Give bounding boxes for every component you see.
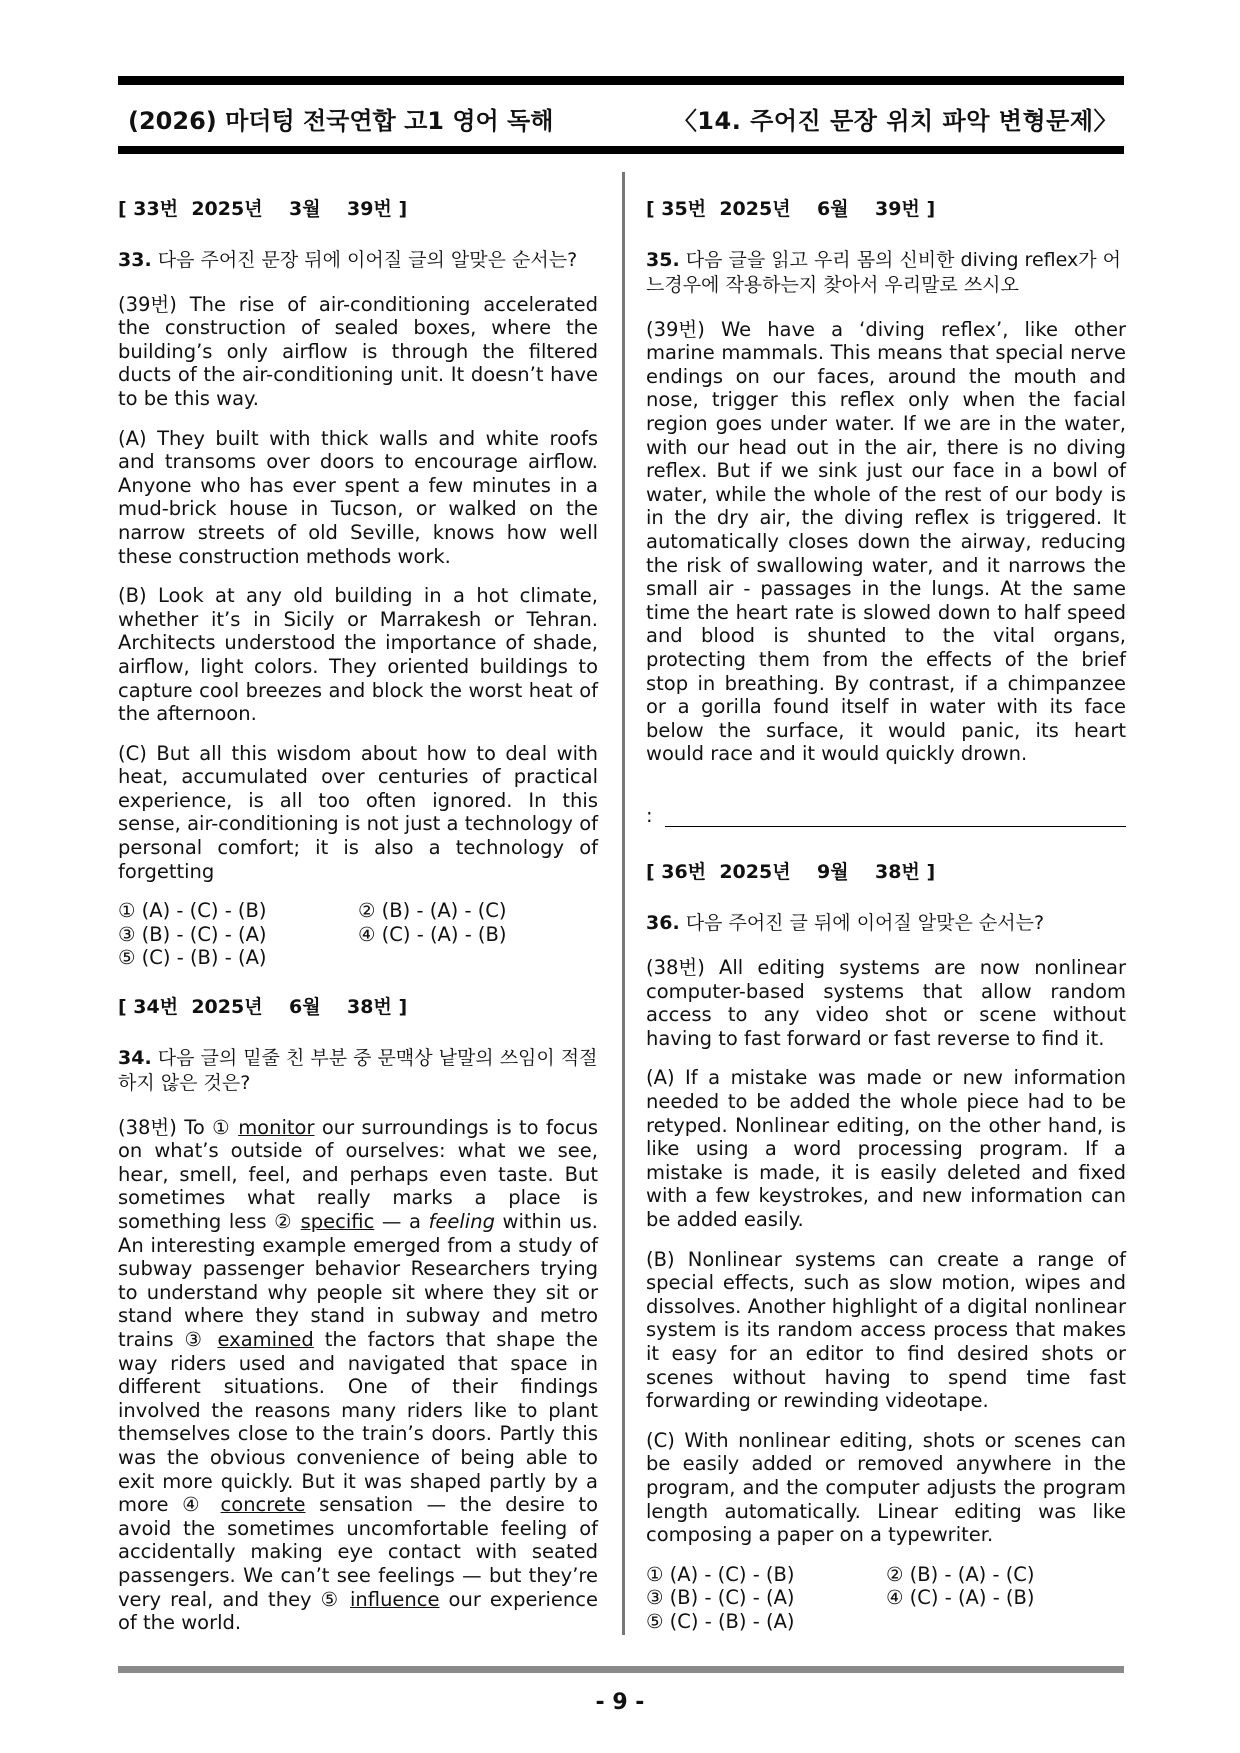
q34-prompt — [118, 1046, 598, 1096]
q36-option-4[interactable]: ④ (C) - (A) - (B) — [886, 1586, 1035, 1610]
question-36 — [646, 861, 1126, 1633]
q36-paragraph-a: (A) If a mistake was made or new information needed to be added the whole piece had to be retyped. Nonlinear editing, on the other hand, is like using a word processing program. If a mistake is made, it is easily deleted and fixed with a few keystrokes, and new information can be added easily. — [646, 1066, 1126, 1231]
q33-prompt — [118, 248, 598, 273]
question-35 — [646, 198, 1126, 827]
q33-paragraph-b: (B) Look at any old building in a hot climate, whether it’s in Sicily or Marrakesh or Tehran. Architects understood the importance of shade, airflow, light colors. They oriented buildings to capture cool breezes and block the worst heat of the afternoon. — [118, 584, 598, 726]
q36-option-2[interactable]: ② (B) - (A) - (C) — [886, 1562, 1035, 1586]
q34-number: 34. — [118, 1046, 152, 1069]
q36-option-1[interactable]: ① (A) - (C) - (B) — [646, 1562, 795, 1586]
q34-text-7: our experience of the world. — [118, 1587, 598, 1635]
q35-question-text: 다음 글을 읽고 우리 몸의 신비한 diving reflex가 어느경우에 작용하는지 찾아서 우리말로 쓰시오 — [646, 248, 1121, 296]
q33-source: [ 33번 2025년 3월 39번 ] — [118, 198, 408, 220]
q33-intro: (39번) The rise of air-conditioning accelerated the construction of sealed boxes, where the building’s only airflow is through the filtered ducts of the air-conditioning unit. It doesn’t have to be this way. — [118, 292, 598, 410]
q34-italic-feeling: feeling — [428, 1210, 495, 1233]
q35-answer-field[interactable] — [646, 804, 1126, 828]
header-title-right: 〈14. 주어진 문장 위치 파악 변형문제〉 — [672, 106, 1118, 135]
right-column — [646, 198, 1126, 1660]
q34-source: [ 34번 2025년 6월 38번 ] — [118, 996, 408, 1019]
q34-text-5: the factors that shape the way riders used and navigated that space in different situations. One of their findings involved the reasons many riders like to plant themselves close to the train’s doors. Partly this was the obvious convenience of being able to exit more quickly. But it was shaped partly by a more ④ — [118, 1327, 598, 1517]
q33-number: 33. — [118, 248, 152, 271]
q34-text-6: sensation — the desire to avoid the sometimes uncomfortable feeling of accidentally making eye contact with seated passengers. We can’t see feelings — but they’re very real, and they ⑤ — [118, 1493, 599, 1611]
q35-prompt — [646, 248, 1126, 298]
footer-rule — [118, 1666, 1124, 1673]
q36-paragraph-c: (C) With nonlinear editing, shots or scenes can be easily added or removed anywhere in the program, and the computer adjusts the program length automatically. Linear editing was like composing a paper on a typewriter. — [646, 1428, 1126, 1547]
q35-answer-colon: : — [646, 803, 653, 827]
q34-question-text: 다음 글의 밑줄 친 부분 중 문맥상 낱말의 쓰임이 적절하지 않은 것은? — [118, 1046, 598, 1094]
q34-text-2: our surroundings is to focus on what’s outside of ourselves: what we see, hear, smell, feel, and perhaps even taste. But sometimes what really marks a place is something less ② — [118, 1115, 598, 1233]
question-34 — [118, 996, 598, 1635]
q36-question-text: 다음 주어진 글 뒤에 이어질 알맞은 순서는? — [679, 912, 1045, 935]
q34-underlined-3: examined — [217, 1327, 314, 1351]
q36-option-3[interactable]: ③ (B) - (C) - (A) — [646, 1586, 795, 1610]
question-33 — [118, 198, 598, 970]
q34-text-4: within us. An interesting example emerged from a study of subway passenger behavior Researchers trying to understand why people sit where they sit or stand where they stand in subway and metro trains ③ — [118, 1210, 598, 1351]
top-rule — [118, 76, 1124, 85]
q34-underlined-4: concrete — [220, 1493, 306, 1517]
q34-underlined-5: influence — [350, 1587, 440, 1611]
header-title-left: (2026) 마더텅 전국연합 고1 영어 독해 — [128, 106, 554, 135]
q35-number: 35. — [646, 248, 680, 271]
left-column — [118, 198, 598, 1651]
q34-underlined-2: specific — [300, 1210, 375, 1233]
q36-number: 36. — [646, 912, 680, 935]
q36-options — [646, 1563, 1126, 1634]
column-divider — [622, 172, 625, 1635]
q35-source: [ 35번 2025년 6월 39번 ] — [646, 198, 936, 220]
q33-option-3[interactable]: ③ (B) - (C) - (A) — [118, 922, 267, 946]
q34-underlined-1: monitor — [238, 1115, 315, 1139]
q34-text-3: — a — [374, 1210, 429, 1233]
q36-source: [ 36번 2025년 9월 38번 ] — [646, 861, 936, 884]
header-rule — [118, 146, 1124, 154]
q34-text-1: (38번) To ① — [118, 1115, 239, 1139]
q36-paragraph-b: (B) Nonlinear systems can create a range of special effects, such as slow motion, wipes and dissolves. Another highlight of a digital nonlinear system is its random access process that makes it easy for an editor to find desired shots or scenes without having to spend time fast forwarding or rewinding videotape. — [646, 1247, 1126, 1413]
q36-intro: (38번) All editing systems are now nonlinear computer-based systems that allow random access to any video shot or scene without having to fast forward or fast reverse to find it. — [646, 956, 1126, 1050]
q36-prompt — [646, 911, 1126, 936]
q33-option-5[interactable]: ⑤ (C) - (B) - (A) — [118, 946, 267, 970]
q33-option-1[interactable]: ① (A) - (C) - (B) — [118, 899, 267, 923]
q35-answer-underline[interactable] — [665, 806, 1126, 827]
q33-option-2[interactable]: ② (B) - (A) - (C) — [358, 899, 507, 923]
q34-passage — [118, 1116, 598, 1635]
page-header — [128, 98, 1118, 138]
q36-option-5[interactable]: ⑤ (C) - (B) - (A) — [646, 1609, 795, 1633]
q33-question-text: 다음 주어진 문장 뒤에 이어질 글의 알맞은 순서는? — [151, 248, 578, 271]
q33-paragraph-c: (C) But all this wisdom about how to deal with heat, accumulated over centuries of practical experience, is all too often ignored. In this sense, air-conditioning is not just a technology of personal comfort; it is also a technology of forgetting — [118, 741, 598, 883]
q33-paragraph-a: (A) They built with thick walls and white roofs and transoms over doors to encourage airflow. Anyone who has ever spent a few minutes in a mud-brick house in Tucson, or walked on the narrow streets of old Seville, knows how well these construction methods work. — [118, 426, 598, 568]
q33-option-4[interactable]: ④ (C) - (A) - (B) — [358, 922, 507, 946]
q35-passage: (39번) We have a ‘diving reflex’, like other marine mammals. This means that special nerve endings on our faces, around the mouth and nose, trigger this reflex only when the facial region goes under water. If we are in the water, with our head out in the air, there is no diving reflex. But if we sink just our face in a bowl of water, while the whole of the rest of our body is in the dry air, the diving reflex is triggered. It automatically closes down the airway, reducing the risk of swallowing water, and it narrows the small air - passages in the lungs. At the same time the heart rate is slowed down to half speed and blood is shunted to the vital organs, protecting them from the effects of the brief stop in breathing. By contrast, if a chimpanzee or a gorilla found itself in water with its face below the surface, it would panic, its heart would race and it would quickly drown. — [646, 317, 1126, 766]
page-number: - 9 - — [595, 1690, 645, 1715]
q33-options — [118, 899, 598, 970]
